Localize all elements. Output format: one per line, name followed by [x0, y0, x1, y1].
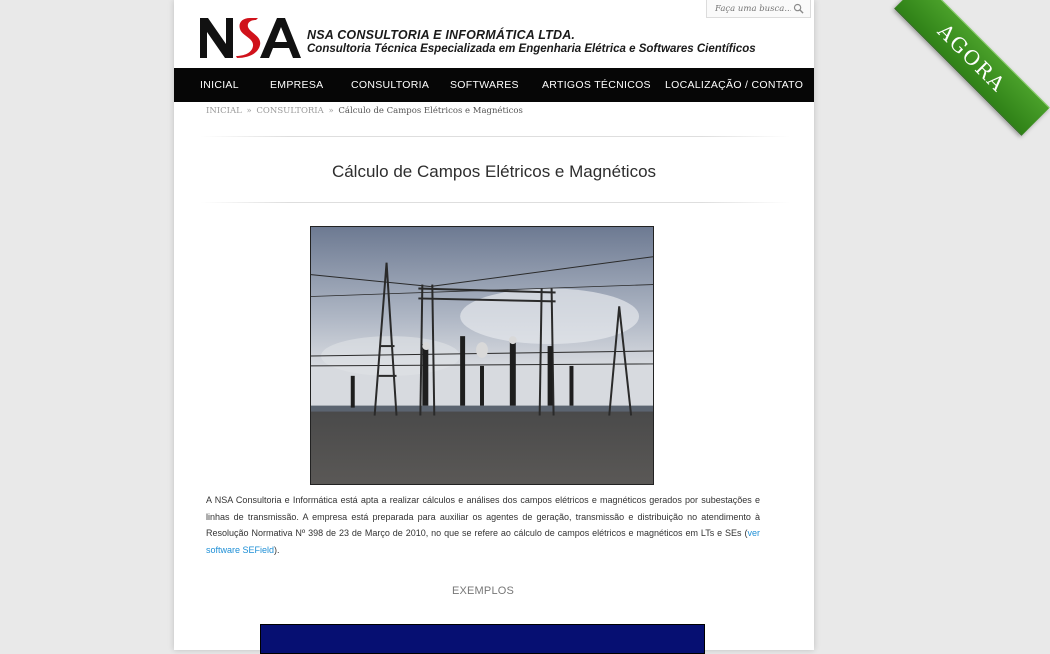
substation-photo — [310, 226, 654, 485]
breadcrumb-link-consultoria[interactable]: CONSULTORIA — [256, 106, 324, 116]
nav-item-softwares[interactable]: SOFTWARES — [450, 79, 519, 91]
breadcrumb-current: Cálculo de Campos Elétricos e Magnéticos — [338, 106, 523, 116]
search-box — [706, 0, 811, 18]
example-image — [260, 624, 705, 654]
breadcrumb-separator: » — [246, 106, 252, 116]
nav-item-localizacao-contato[interactable]: LOCALIZAÇÃO / CONTATO — [665, 79, 804, 91]
company-tagline: Consultoria Técnica Especializada em Engenharia Elétrica e Softwares Científicos — [307, 43, 756, 55]
company-info — [307, 28, 756, 56]
nav-item-empresa[interactable]: EMPRESA — [270, 79, 324, 91]
examples-heading: EXEMPLOS — [451, 585, 515, 597]
breadcrumb-separator: » — [328, 106, 334, 116]
breadcrumb-link-inicial[interactable]: INICIAL — [206, 106, 242, 116]
company-name: NSA CONSULTORIA E INFORMÁTICA LTDA. — [307, 28, 576, 42]
breadcrumb — [206, 106, 523, 116]
body-text: A NSA Consultoria e Informática está apta a realizar cálculos e análises dos campos elétricos e magnéticos gerados por subestações e linhas de transmissão. A empresa está preparada para auxiliar os agentes de geração, transmissão e distribuição no atendimento à Resolução Normativa Nº 398 de 23 de Março de 2010, no que se refere ao cálculo de campos elétricos e magnéticos em LTs e SEs ( — [206, 495, 760, 538]
agora-ribbon-label: AGORA — [894, 0, 1050, 136]
divider — [200, 202, 790, 203]
page-title: Cálculo de Campos Elétricos e Magnéticos — [331, 162, 657, 181]
nav-item-inicial[interactable]: INICIAL — [200, 79, 239, 91]
sefield-software-link[interactable]: ver software SEField — [206, 528, 760, 555]
divider — [200, 136, 790, 137]
page-container — [174, 0, 814, 650]
nsa-logo[interactable] — [198, 14, 302, 60]
body-text-end: ). — [274, 544, 280, 555]
search-input[interactable] — [707, 0, 791, 17]
main-nav — [174, 68, 814, 102]
search-icon[interactable] — [793, 3, 804, 14]
body-paragraph — [206, 492, 760, 558]
nav-item-artigos-tecnicos[interactable]: ARTIGOS TÉCNICOS — [542, 79, 651, 91]
agora-ribbon[interactable] — [860, 0, 1012, 140]
nav-item-consultoria[interactable]: CONSULTORIA — [351, 79, 430, 91]
